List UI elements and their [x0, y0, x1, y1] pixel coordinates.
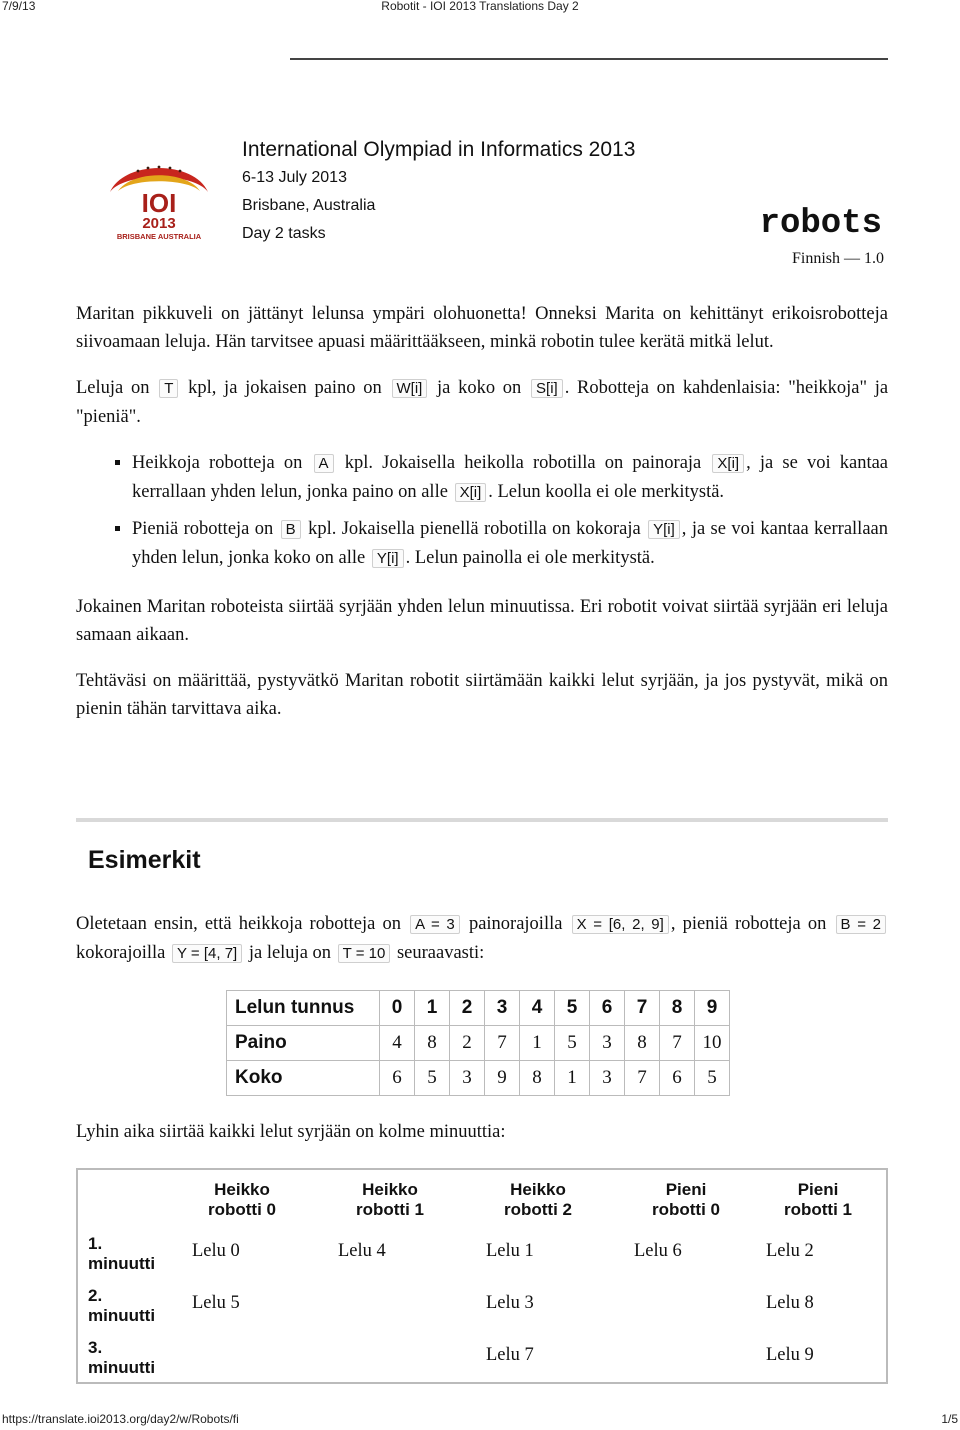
table-row — [227, 1026, 730, 1061]
schedule-cell: Lelu 6 — [634, 1241, 682, 1261]
section-title: Esimerkit — [88, 846, 201, 874]
table-cell: 7 — [660, 1026, 695, 1061]
table-cell: 1 — [520, 1026, 555, 1061]
schedule-cell: Lelu 8 — [766, 1293, 814, 1313]
result-sentence: Lyhin aika siirtää kaikki lelut syrjään on kolme minuuttia: — [76, 1122, 506, 1142]
table-cell: 4 — [380, 1026, 415, 1061]
ioi-logo — [104, 158, 214, 248]
task-language: Finnish — 1.0 — [791, 250, 884, 267]
table-cell: 8 — [520, 1061, 555, 1096]
event-title: International Olympiad in Informatics 2013 — [242, 138, 636, 161]
table-cell: 6 — [590, 991, 625, 1026]
table-cell: 4 — [520, 991, 555, 1026]
schedule-cell: Lelu 9 — [766, 1345, 814, 1365]
var-W: W[i] — [392, 379, 428, 398]
row-header: 2. minuutti — [88, 1286, 156, 1325]
table-cell: 9 — [695, 991, 730, 1026]
event-place: Brisbane, Australia — [242, 197, 376, 214]
column-header: Heikko robotti 2 — [504, 1180, 572, 1219]
table-cell: 5 — [415, 1061, 450, 1096]
print-url: https://translate.ioi2013.org/day2/w/Robots/fi — [2, 1412, 239, 1426]
table-header: Paino — [227, 1026, 380, 1061]
var-X: X[i] — [455, 483, 487, 502]
table-cell: 3 — [485, 991, 520, 1026]
var-A: A — [314, 454, 334, 473]
print-date: 7/9/13 — [2, 0, 36, 13]
column-header: Heikko robotti 1 — [356, 1180, 424, 1219]
table-row — [227, 991, 730, 1026]
table-cell: 1 — [555, 1061, 590, 1096]
table-cell: 2 — [450, 991, 485, 1026]
schedule-cell: Lelu 3 — [486, 1293, 534, 1313]
event-day: Day 2 tasks — [242, 225, 326, 242]
schedule-cell: Lelu 0 — [192, 1241, 240, 1261]
task-statement — [76, 300, 888, 741]
list-item: ▪ Heikkoja robotteja on A kpl. Jokaisella heikolla robotilla on painoraja X[i] , ja se voi kantaa kerrallaan yhden lelun, jonka paino on alle X[i] . Lelun koolla ei ole merkitystä. — [132, 449, 888, 507]
row-header: 1. minuutti — [88, 1234, 156, 1273]
table-cell: 6 — [660, 1061, 695, 1096]
event-info — [242, 138, 635, 252]
schedule-cell: Lelu 1 — [486, 1241, 534, 1261]
schedule-cell: Lelu 7 — [486, 1345, 534, 1365]
print-title: Robotit - IOI 2013 Translations Day 2 — [381, 0, 579, 13]
header-rule — [290, 58, 888, 60]
var-Y: Y[i] — [648, 520, 680, 539]
example-paragraph: Oletetaan ensin, että heikkoja robotteja on A = 3 painorajoilla X = [6, 2, 9] , pieniä robotteja on B = 2 kokorajoilla Y = [4, 7] ja leluja on T = 10 seuraavasti: — [76, 910, 888, 968]
table-cell: 5 — [555, 991, 590, 1026]
table-header: Koko — [227, 1061, 380, 1096]
schedule-cell: Lelu 5 — [192, 1293, 240, 1313]
var-B: B — [281, 520, 301, 539]
table-header: Lelun tunnus — [227, 991, 380, 1026]
robot-types-list — [76, 449, 888, 573]
table-cell: 5 — [695, 1061, 730, 1096]
svg-text:2013: 2013 — [142, 215, 176, 232]
table-cell: 3 — [590, 1026, 625, 1061]
column-header: Pieni robotti 0 — [652, 1180, 720, 1219]
page-number: 1/5 — [941, 1412, 958, 1426]
table-cell: 8 — [415, 1026, 450, 1061]
var-Y: Y[i] — [372, 549, 404, 568]
event-dates: 6-13 July 2013 — [242, 169, 347, 186]
var-T: T — [159, 379, 178, 398]
var-S: S[i] — [531, 379, 563, 398]
column-header: Pieni robotti 1 — [784, 1180, 852, 1219]
svg-text:IOI: IOI — [141, 188, 177, 218]
schedule-cell: Lelu 2 — [766, 1241, 814, 1261]
table-cell: 1 — [415, 991, 450, 1026]
intro-paragraph: Maritan pikkuveli on jättänyt lelunsa ympäri olohuonetta! Onneksi Marita on kehittänyt erikoisrobotteja siivoamaan leluja. Hän tarvitsee apuasi määrittääkseen, minkä robotin tulee kerätä mitkä lelut. — [76, 304, 888, 352]
table-cell: 7 — [625, 1061, 660, 1096]
list-item: ▪ Pieniä robotteja on B kpl. Jokaisella pienellä robotilla on kokoraja Y[i] , ja se voi kantaa kerrallaan yhden lelun, jonka koko on alle Y[i] . Lelun painolla ei ole merkitystä. — [132, 515, 888, 573]
section-divider — [76, 818, 888, 822]
schedule-cell: Lelu 4 — [338, 1241, 386, 1261]
example-text — [76, 910, 888, 968]
table-cell: 8 — [660, 991, 695, 1026]
table-cell: 5 — [555, 1026, 590, 1061]
row-header: 3. minuutti — [88, 1338, 156, 1377]
var-T: T = 10 — [338, 944, 391, 963]
var-A: A = 3 — [410, 915, 460, 934]
task-paragraph: Tehtäväsi on määrittää, pystyvätkö Maritan robotit siirtämään kaikki lelut syrjään, ja jos pystyvät, mikä on pienin tähän tarvittava aika. — [76, 671, 888, 719]
task-name: robots — [759, 205, 882, 243]
minute-paragraph: Jokainen Maritan roboteista siirtää syrjään yhden lelun minuutissa. Eri robotit voivat siirtää syrjään eri leluja samaan aikaan. — [76, 597, 888, 645]
var-Y: Y = [4, 7] — [172, 944, 242, 963]
table-cell: 7 — [625, 991, 660, 1026]
schedule-table — [76, 1168, 888, 1384]
table-cell: 3 — [450, 1061, 485, 1096]
print-header — [0, 0, 960, 14]
table-cell: 10 — [695, 1026, 730, 1061]
var-X: X[i] — [712, 454, 744, 473]
table-row — [227, 1061, 730, 1096]
svg-text:BRISBANE AUSTRALIA: BRISBANE AUSTRALIA — [116, 232, 202, 241]
var-X: X = [6, 2, 9] — [572, 915, 669, 934]
table-cell: 0 — [380, 991, 415, 1026]
column-header: Heikko robotti 0 — [208, 1180, 276, 1219]
table-cell: 2 — [450, 1026, 485, 1061]
table-cell: 3 — [590, 1061, 625, 1096]
toys-table — [226, 990, 730, 1096]
table-cell: 7 — [485, 1026, 520, 1061]
table-cell: 8 — [625, 1026, 660, 1061]
toys-paragraph: Leluja on T kpl, ja jokaisen paino on W[i] ja koko on S[i] . Robotteja on kahdenlaisia: "heikkoja" ja "pieniä". — [76, 378, 889, 427]
table-cell: 6 — [380, 1061, 415, 1096]
table-cell: 9 — [485, 1061, 520, 1096]
var-B: B = 2 — [836, 915, 887, 934]
